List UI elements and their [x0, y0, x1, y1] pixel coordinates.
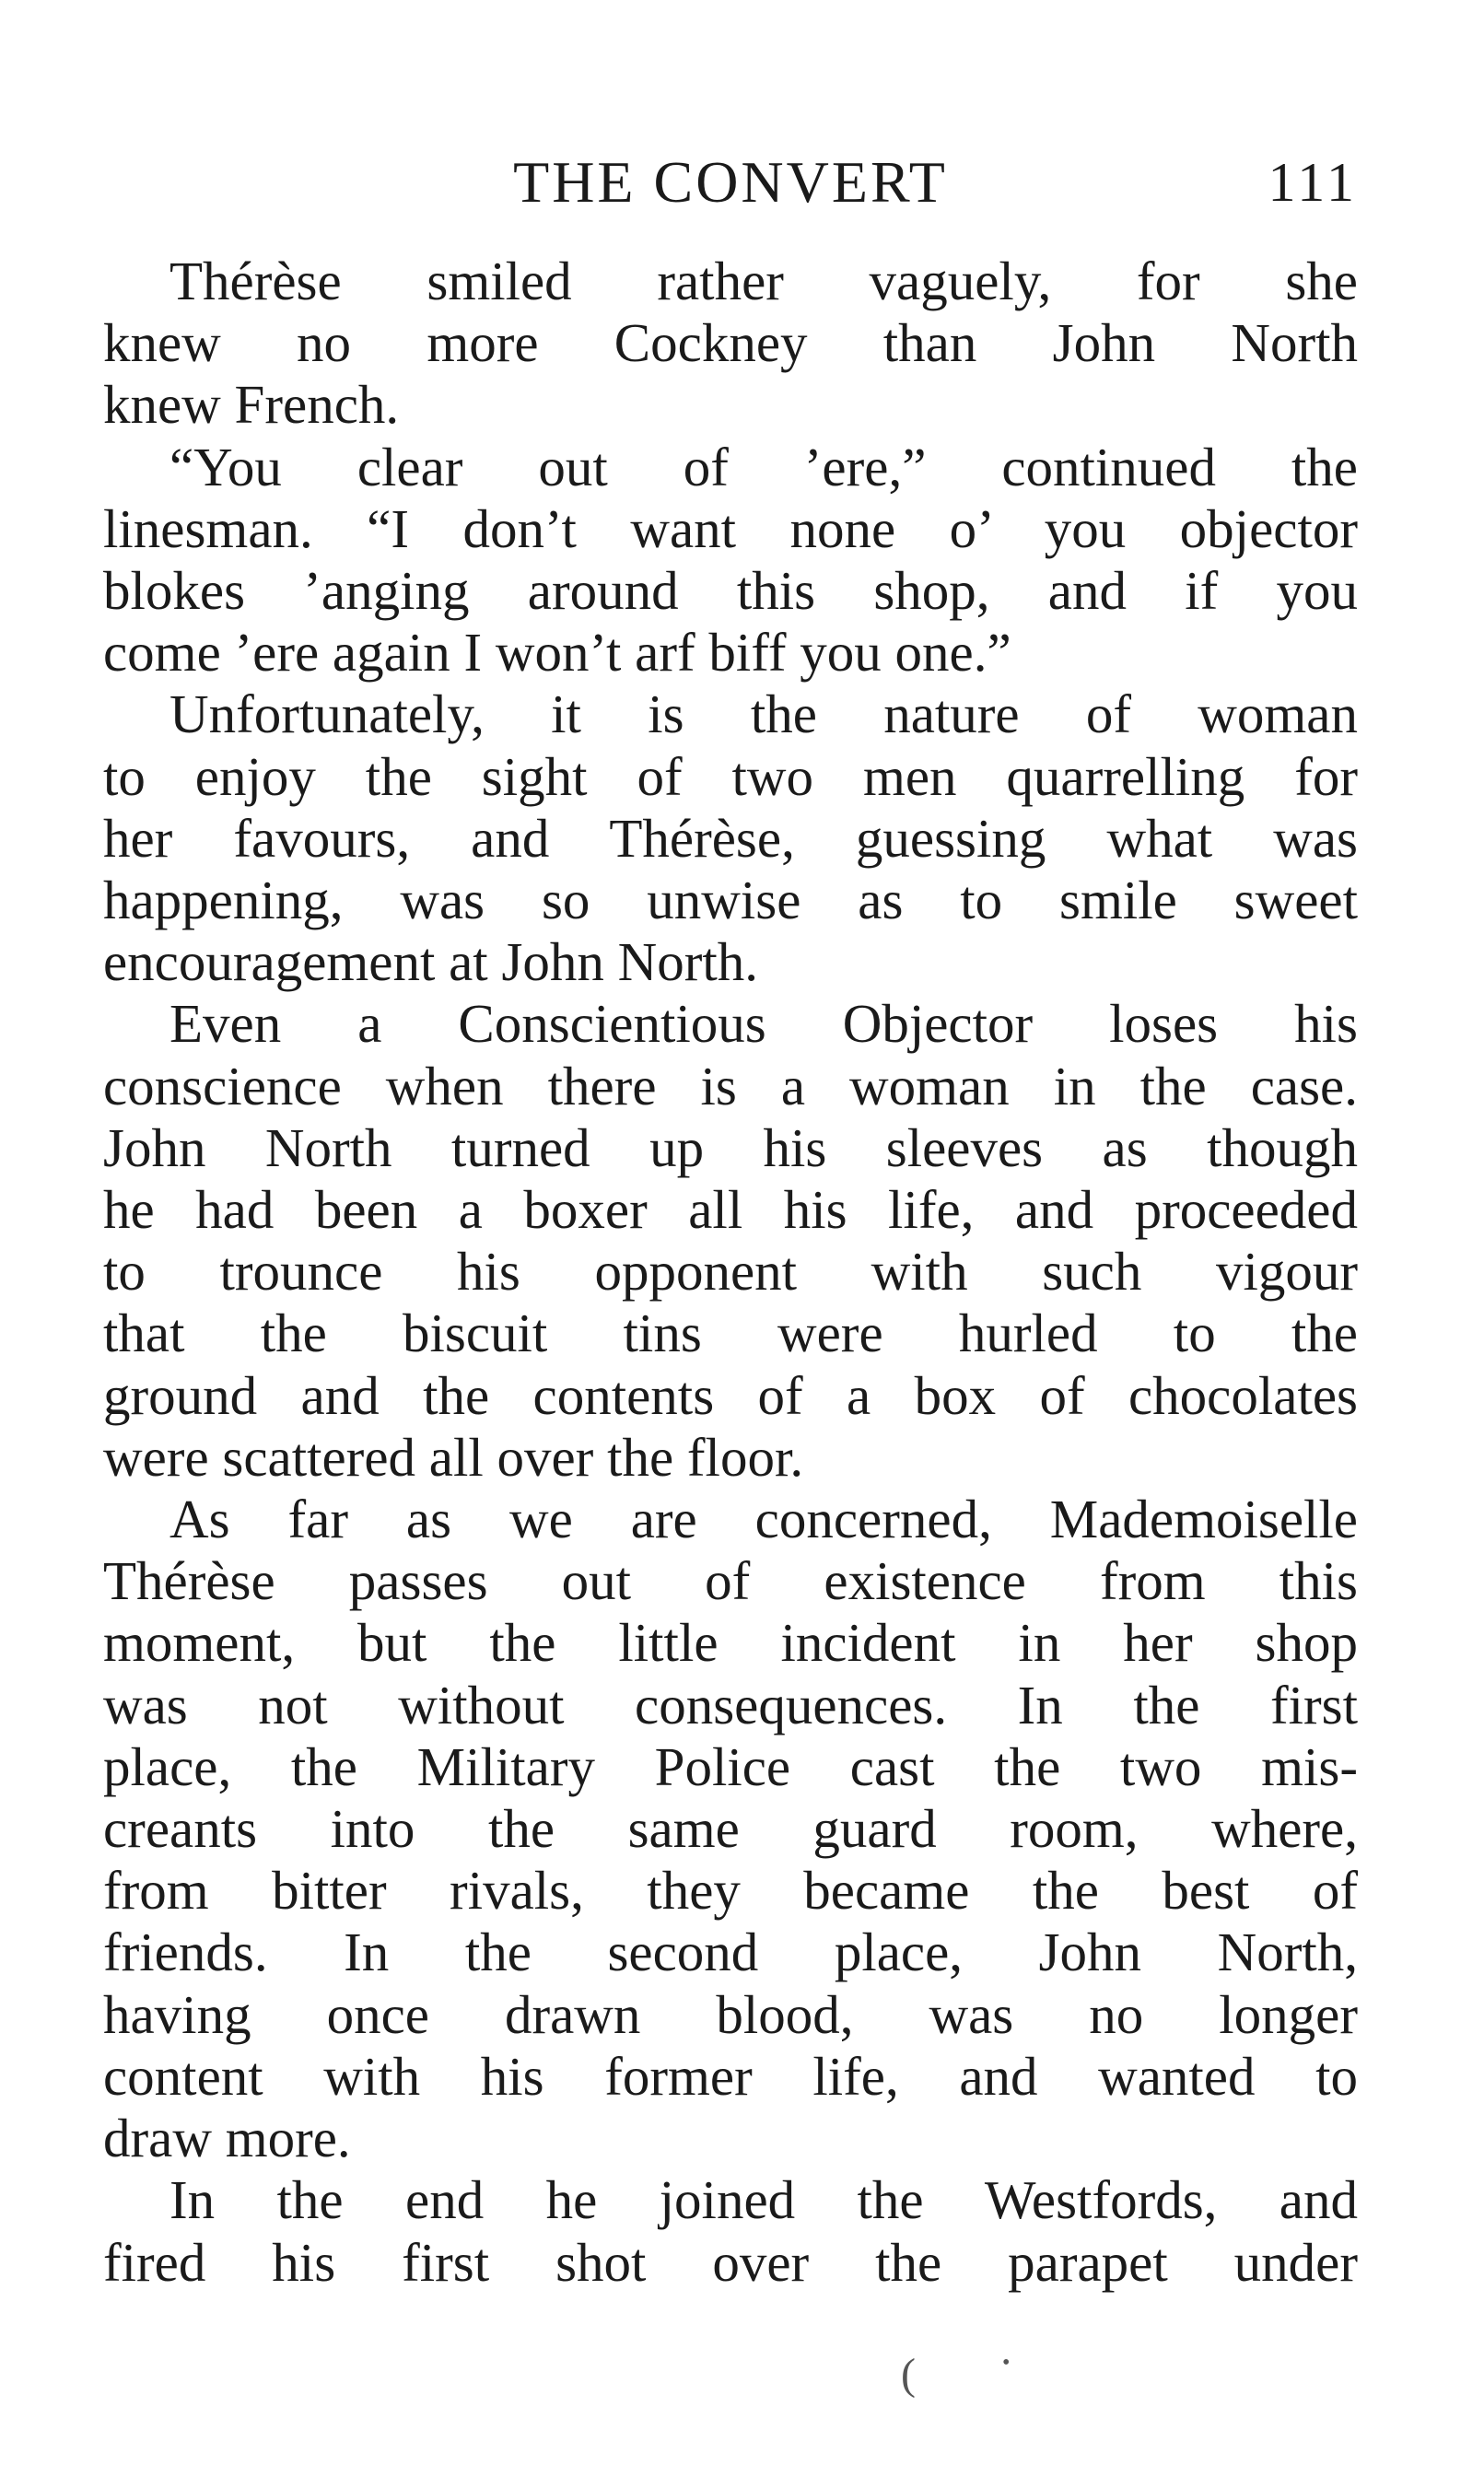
chapter-title: THE CONVERT [513, 149, 948, 215]
text-line: “You clear out of ’ere,” continued the [169, 436, 1358, 497]
text-line: Even a Conscientious Objector loses his [169, 993, 1358, 1055]
text-line: creants into the same guard room, where, [103, 1798, 1358, 1860]
paragraph [103, 2169, 1358, 2293]
text-line: In the end he joined the Westfords, and [169, 2169, 1358, 2231]
text-line: to trounce his opponent with such vigour [103, 1241, 1358, 1303]
text-line: he had been a boxer all his life, and proceeded [103, 1179, 1358, 1241]
text-line: come ’ere again I won’t arf biff you one.” [103, 622, 1011, 684]
text-line: happening, was so unwise as to smile sweet [103, 870, 1358, 931]
text-line: knew French. [103, 374, 400, 436]
text-line: moment, but the little incident in her shop [103, 1612, 1358, 1674]
text-line: place, the Military Police cast the two mis- [103, 1735, 1358, 1797]
page-number: 111 [1268, 152, 1358, 213]
text-line: from bitter rivals, they became the best of [103, 1860, 1358, 1922]
text-line: Thérèse passes out of existence from this [103, 1550, 1358, 1612]
text-line: ground and the contents of a box of chocolates [103, 1364, 1358, 1426]
paragraph [103, 251, 1358, 437]
text-line: content with his former life, and wanted to [103, 2045, 1358, 2107]
text-line: blokes ’anging around this shop, and if you [103, 560, 1358, 622]
text-line: Unfortunately, it is the nature of woman [169, 684, 1358, 745]
paragraph [103, 993, 1358, 1489]
text-line: that the biscuit tins were hurled to the [103, 1303, 1358, 1364]
text-line: fired his first shot over the parapet under [103, 2231, 1358, 2293]
text-line: friends. In the second place, John North, [103, 1922, 1358, 1983]
text-line: having once drawn blood, was no longer [103, 1983, 1358, 2045]
smudge-mark: ( [901, 2350, 916, 2399]
body-text [103, 251, 1358, 2294]
text-line: knew no more Cockney than John North [103, 312, 1358, 374]
text-line: linesman. “I don’t want none o’ you objector [103, 497, 1358, 559]
text-line: was not without consequences. In the first [103, 1674, 1358, 1735]
ink-dot: • [1002, 2351, 1011, 2375]
text-line: John North turned up his sleeves as though [103, 1116, 1358, 1178]
text-line: As far as we are concerned, Mademoiselle [169, 1489, 1358, 1550]
text-line: her favours, and Thérèse, guessing what was [103, 807, 1358, 869]
text-line: were scattered all over the floor. [103, 1426, 804, 1488]
text-line: to enjoy the sight of two men quarrelling for [103, 745, 1358, 807]
paragraph [103, 437, 1358, 684]
text-line: conscience when there is a woman in the case. [103, 1055, 1358, 1116]
paragraph [103, 1489, 1358, 2169]
paragraph [103, 684, 1358, 993]
text-line: Thérèse smiled rather vaguely, for she [169, 251, 1358, 311]
text-line: draw more. [103, 2108, 351, 2169]
text-line: encouragement at John North. [103, 931, 759, 993]
running-head [103, 146, 1358, 219]
